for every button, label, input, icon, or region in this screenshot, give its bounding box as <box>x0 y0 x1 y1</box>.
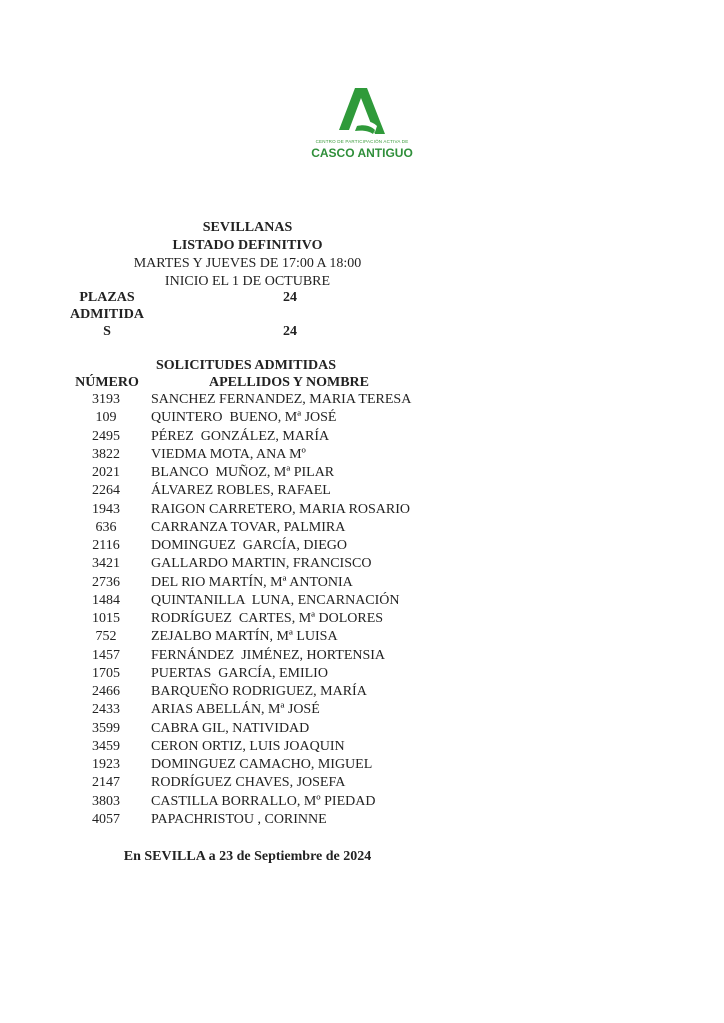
logo-title: CASCO ANTIGUO <box>311 146 413 160</box>
table-row <box>60 647 460 665</box>
table-row <box>60 793 460 811</box>
row-number: 1457 <box>92 647 120 663</box>
table-row <box>60 391 460 409</box>
table-row <box>60 519 460 537</box>
row-name: CERON ORTIZ, LUIS JOAQUIN <box>151 738 345 754</box>
row-number: 2147 <box>92 775 120 791</box>
row-name: RODRÍGUEZ CARTES, Mª DOLORES <box>151 611 384 626</box>
table-row <box>60 811 460 829</box>
logo <box>300 86 424 168</box>
table-row <box>60 701 460 719</box>
table-row <box>60 628 460 646</box>
row-number: 3459 <box>92 738 120 754</box>
table-row <box>60 409 460 427</box>
row-name: DOMINGUEZ GARCÍA, DIEGO <box>151 538 347 553</box>
row-number: 2116 <box>92 538 120 553</box>
row-name: GALLARDO MARTIN, FRANCISCO <box>151 556 372 572</box>
row-name: DOMINGUEZ CAMACHO, MIGUEL <box>151 757 373 772</box>
table-row <box>60 555 460 573</box>
row-number: 2433 <box>92 702 120 718</box>
table-row <box>60 720 460 738</box>
row-name: ARIAS ABELLÁN, Mª JOSÉ <box>151 702 320 718</box>
row-name: FERNÁNDEZ JIMÉNEZ, HORTENSIA <box>151 647 386 663</box>
row-name: BLANCO MUÑOZ, Mª PILAR <box>151 465 335 480</box>
row-name: QUINTANILLA LUNA, ENCARNACIÓN <box>151 592 400 608</box>
document-subtitle: LISTADO DEFINITIVO <box>172 238 323 253</box>
table-row <box>60 537 460 555</box>
table-row <box>60 428 460 446</box>
row-number: 3803 <box>92 793 120 809</box>
table-row <box>60 446 460 464</box>
logo-a-icon <box>337 86 387 136</box>
row-number: 2021 <box>92 465 120 480</box>
row-number: 1705 <box>92 665 120 681</box>
signature-line: En SEVILLA a 23 de Septiembre de 2024 <box>123 849 372 864</box>
start-date-text: INICIO EL 1 DE OCTUBRE <box>164 274 331 289</box>
row-number: 2736 <box>92 574 120 590</box>
row-number: 2495 <box>92 428 120 444</box>
row-number: 3599 <box>92 720 120 736</box>
admitidas-label-line1: ADMITIDA <box>70 307 144 322</box>
list-heading: SOLICITUDES ADMITIDAS <box>155 358 337 373</box>
row-name: VIEDMA MOTA, ANA Mº <box>151 446 306 462</box>
row-number: 1015 <box>92 611 120 626</box>
row-name: ZEJALBO MARTÍN, Mª LUISA <box>151 629 338 645</box>
table-row <box>60 774 460 792</box>
row-number: 752 <box>95 629 117 645</box>
row-number: 3421 <box>92 556 120 572</box>
table-row <box>60 482 460 500</box>
row-number: 109 <box>95 410 117 426</box>
table-row <box>60 610 460 628</box>
schedule-text: MARTES Y JUEVES DE 17:00 A 18:00 <box>133 256 362 271</box>
table-row <box>60 464 460 482</box>
table-row <box>60 756 460 774</box>
row-name: CARRANZA TOVAR, PALMIRA <box>151 519 346 535</box>
row-name: ÁLVAREZ ROBLES, RAFAEL <box>151 483 331 499</box>
row-name: CABRA GIL, NATIVIDAD <box>151 720 310 736</box>
row-number: 2264 <box>92 483 120 499</box>
table-row <box>60 683 460 701</box>
column-header-number: NÚMERO <box>75 375 139 390</box>
admitidas-value: 24 <box>283 324 297 339</box>
row-name: SANCHEZ FERNANDEZ, MARIA TERESA <box>151 392 412 407</box>
row-name: BARQUEÑO RODRIGUEZ, MARÍA <box>151 684 367 699</box>
row-name: DEL RIO MARTÍN, Mª ANTONIA <box>151 574 353 590</box>
row-number: 3822 <box>92 446 120 462</box>
row-number: 636 <box>95 519 117 535</box>
document-title: SEVILLANAS <box>202 220 293 235</box>
table-row <box>60 574 460 592</box>
admitidas-label-line2: S <box>103 324 111 339</box>
row-number: 1943 <box>92 501 120 517</box>
row-name: RODRÍGUEZ CHAVES, JOSEFA <box>151 775 346 791</box>
row-name: PUERTAS GARCÍA, EMILIO <box>151 665 328 681</box>
row-name: PAPACHRISTOU , CORINNE <box>151 811 327 827</box>
logo-subtitle: CENTRO DE PARTICIPACIÓN ACTIVA DE <box>315 139 409 144</box>
plazas-value: 24 <box>283 290 297 305</box>
row-number: 3193 <box>92 392 120 407</box>
row-name: CASTILLA BORRALLO, Mº PIEDAD <box>151 793 376 809</box>
row-name: PÉREZ GONZÁLEZ, MARÍA <box>151 428 330 444</box>
column-header-name: APELLIDOS Y NOMBRE <box>209 375 369 390</box>
row-number: 1923 <box>92 757 120 772</box>
row-number: 2466 <box>92 684 120 699</box>
row-number: 4057 <box>92 811 120 827</box>
row-name: RAIGON CARRETERO, MARIA ROSARIO <box>151 501 411 517</box>
table-row <box>60 738 460 756</box>
table-row <box>60 501 460 519</box>
row-name: QUINTERO BUENO, Mª JOSÉ <box>151 410 337 426</box>
row-number: 1484 <box>92 592 120 608</box>
plazas-label: PLAZAS <box>79 290 135 305</box>
table-row <box>60 665 460 683</box>
table-row <box>60 592 460 610</box>
